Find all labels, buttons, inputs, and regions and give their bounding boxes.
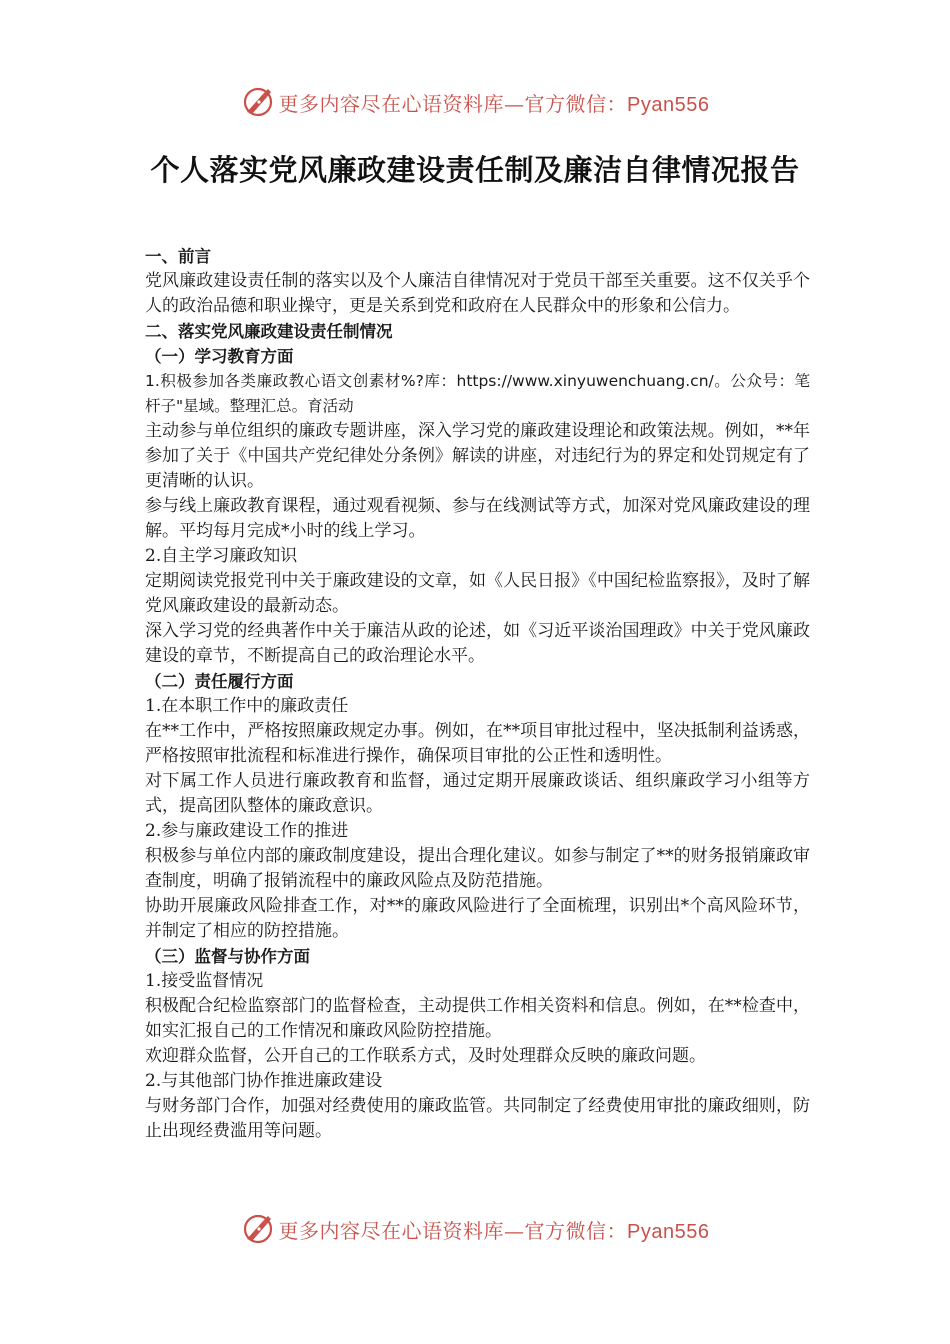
banner-text: 更多内容尽在心语资料库—官方微信：Pyan556 — [278, 1218, 710, 1243]
paragraph: 主动参与单位组织的廉政专题讲座，深入学习党的廉政建设理论和政策法规。例如，**年参加了关于《中国共产党纪律处分条例》解读的讲座，对违纪行为的界定和处罚规定有了更清晰的认识。 — [145, 421, 810, 491]
section-heading: 一、前言 — [145, 247, 211, 266]
subsection-title: 1.在本职工作中的廉政责任 — [145, 696, 349, 716]
paragraph: 定期阅读党报党刊中关于廉政建设的文章，如《人民日报》《中国纪检监察报》，及时了解党风廉政建设的最新动态。 — [145, 571, 810, 616]
wechat-id: Pyan556 — [627, 1220, 710, 1243]
paragraph: 在**工作中，严格按照廉政规定办事。例如，在**项目审批过程中，坚决抵制利益诱惑，严格按照审批流程和标准进行操作，确保项目审批的公正性和透明性。 — [145, 721, 810, 766]
footer-banner — [0, 1209, 950, 1249]
document-title: 个人落实党风廉政建设责任制及廉洁自律情况报告 — [150, 153, 800, 187]
paragraph: 与财务部门合作，加强对经费使用的廉政监管。共同制定了经费使用审批的廉政细则，防止出现经费滥用等问题。 — [145, 1096, 810, 1141]
section-heading: （三）监督与协作方面 — [145, 947, 310, 966]
section-heading: 二、落实党风廉政建设责任制情况 — [145, 322, 393, 341]
paragraph: 参与线上廉政教育课程，通过观看视频、参与在线测试等方式，加深对党风廉政建设的理解。平均每月完成*小时的线上学习。 — [145, 496, 810, 541]
subsection-title: 2.参与廉政建设工作的推进 — [145, 821, 349, 841]
document-body — [145, 244, 810, 1144]
pen-nib-logo-icon — [241, 85, 275, 119]
section-heading: （一）学习教育方面 — [145, 347, 294, 366]
wechat-id: Pyan556 — [627, 93, 710, 116]
pen-nib-logo-icon — [241, 1212, 275, 1246]
paragraph: 协助开展廉政风险排查工作，对**的廉政风险进行了全面梳理，识别出*个高风险环节，并制定了相应的防控措施。 — [145, 896, 810, 941]
paragraph: 党风廉政建设责任制的落实以及个人廉洁自律情况对于党员干部至关重要。这不仅关乎个人的政治品德和职业操守，更是关系到党和政府在人民群众中的形象和公信力。 — [145, 271, 810, 316]
header-banner — [0, 82, 950, 122]
subsection-title: 1.接受监督情况 — [145, 971, 264, 991]
paragraph: 欢迎群众监督，公开自己的工作联系方式，及时处理群众反映的廉政问题。 — [145, 1046, 706, 1066]
paragraph: 对下属工作人员进行廉政教育和监督，通过定期开展廉政谈话、组织廉政学习小组等方式，提高团队整体的廉政意识。 — [145, 771, 810, 816]
source-link-line: 1.积极参加各类廉政教心语文创素材%?库：https://www.xinyuwenchuang.cn/。公众号：笔杆子"星域。整理汇总。育活动 — [145, 372, 810, 415]
banner-text: 更多内容尽在心语资料库—官方微信：Pyan556 — [278, 91, 710, 116]
subsection-title: 2.自主学习廉政知识 — [145, 546, 298, 566]
paragraph: 深入学习党的经典著作中关于廉洁从政的论述，如《习近平谈治国理政》中关于党风廉政建设的章节，不断提高自己的政治理论水平。 — [145, 621, 810, 666]
subsection-title: 2.与其他部门协作推进廉政建设 — [145, 1071, 383, 1091]
section-heading: （二）责任履行方面 — [145, 672, 294, 691]
paragraph: 积极配合纪检监察部门的监督检查，主动提供工作相关资料和信息。例如，在**检查中，如实汇报自己的工作情况和廉政风险防控措施。 — [145, 996, 810, 1041]
paragraph: 积极参与单位内部的廉政制度建设，提出合理化建议。如参与制定了**的财务报销廉政审查制度，明确了报销流程中的廉政风险点及防范措施。 — [145, 846, 810, 891]
